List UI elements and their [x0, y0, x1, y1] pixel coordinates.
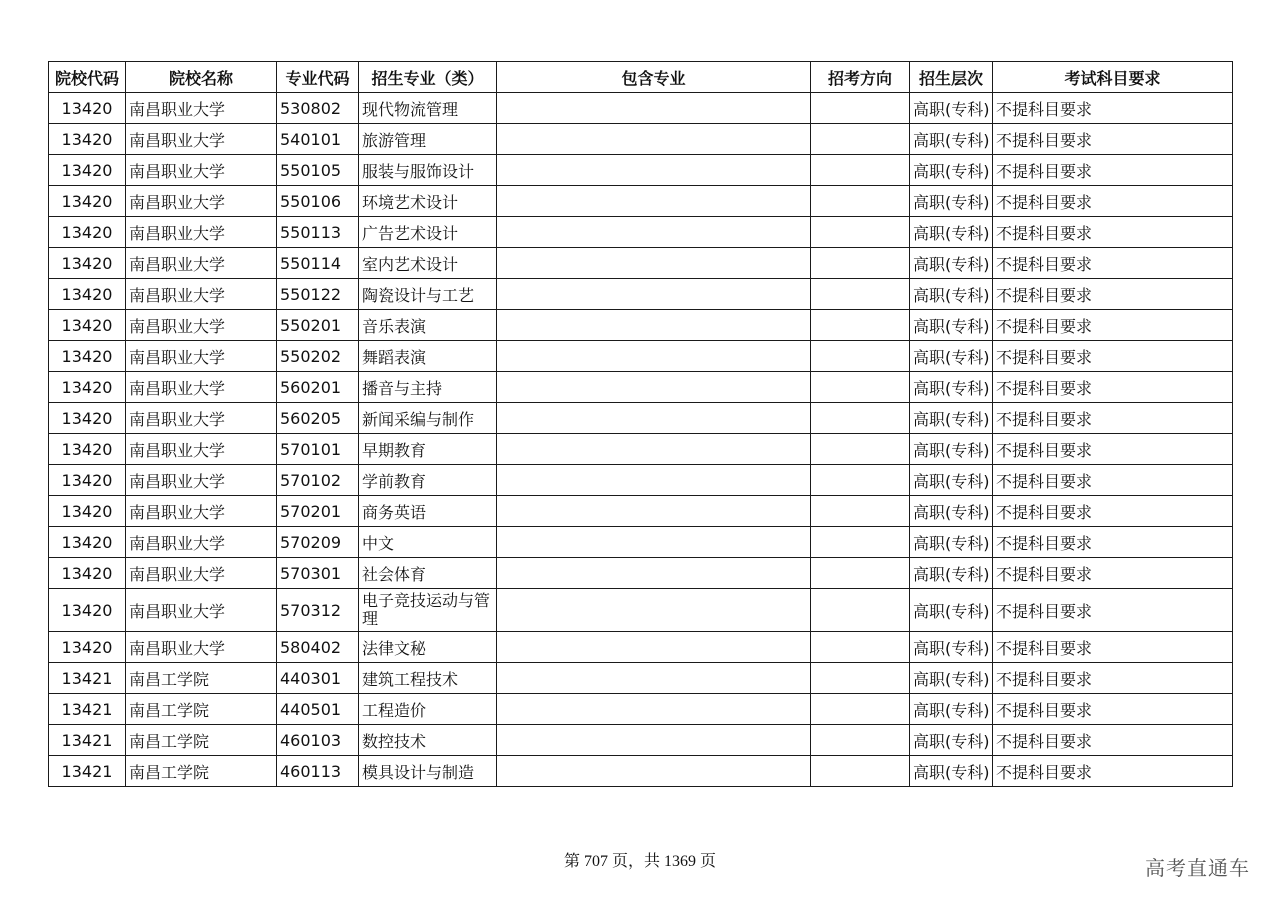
school-name-cell: 南昌职业大学 — [126, 310, 277, 341]
level-cell: 高职(专科) — [910, 632, 993, 663]
school-code-cell: 13420 — [49, 372, 126, 403]
included-majors-cell — [497, 632, 811, 663]
header-school-code: 院校代码 — [49, 62, 126, 93]
major-name-cell: 环境艺术设计 — [359, 186, 497, 217]
level-cell: 高职(专科) — [910, 93, 993, 124]
school-code-cell: 13420 — [49, 589, 126, 632]
table-row — [49, 155, 1233, 186]
included-majors-cell — [497, 496, 811, 527]
table-body — [49, 93, 1233, 787]
table-row — [49, 279, 1233, 310]
major-code-cell: 570312 — [277, 589, 359, 632]
page-number-footer: 第 707 页，共 1369 页 — [563, 853, 716, 870]
direction-cell — [811, 465, 910, 496]
school-name-cell: 南昌职业大学 — [126, 217, 277, 248]
major-code-cell: 550201 — [277, 310, 359, 341]
major-code-cell: 570101 — [277, 434, 359, 465]
subject-requirement-cell: 不提科目要求 — [993, 248, 1233, 279]
included-majors-cell — [497, 186, 811, 217]
table-row — [49, 248, 1233, 279]
school-name-cell: 南昌职业大学 — [126, 632, 277, 663]
school-name-cell: 南昌职业大学 — [126, 434, 277, 465]
direction-cell — [811, 155, 910, 186]
direction-cell — [811, 663, 910, 694]
major-code-cell: 460113 — [277, 756, 359, 787]
major-code-cell: 440501 — [277, 694, 359, 725]
level-cell: 高职(专科) — [910, 434, 993, 465]
school-name-cell: 南昌职业大学 — [126, 248, 277, 279]
major-name-cell: 建筑工程技术 — [359, 663, 497, 694]
included-majors-cell — [497, 279, 811, 310]
major-name-cell: 广告艺术设计 — [359, 217, 497, 248]
included-majors-cell — [497, 217, 811, 248]
subject-requirement-cell: 不提科目要求 — [993, 186, 1233, 217]
table-header-row — [49, 62, 1233, 93]
school-name-cell: 南昌职业大学 — [126, 527, 277, 558]
school-name-cell: 南昌职业大学 — [126, 341, 277, 372]
major-name-cell: 陶瓷设计与工艺 — [359, 279, 497, 310]
included-majors-cell — [497, 155, 811, 186]
subject-requirement-cell: 不提科目要求 — [993, 310, 1233, 341]
major-name-cell: 电子竞技运动与管理 — [359, 589, 497, 632]
table-row — [49, 589, 1233, 632]
header-included-majors: 包含专业 — [497, 62, 811, 93]
major-code-cell: 550113 — [277, 217, 359, 248]
level-cell: 高职(专科) — [910, 310, 993, 341]
school-code-cell: 13420 — [49, 310, 126, 341]
major-name-cell: 播音与主持 — [359, 372, 497, 403]
major-code-cell: 570301 — [277, 558, 359, 589]
table-row — [49, 632, 1233, 663]
school-code-cell: 13420 — [49, 465, 126, 496]
major-name-cell: 新闻采编与制作 — [359, 403, 497, 434]
subject-requirement-cell: 不提科目要求 — [993, 341, 1233, 372]
subject-requirement-cell: 不提科目要求 — [993, 372, 1233, 403]
major-name-cell: 数控技术 — [359, 725, 497, 756]
level-cell: 高职(专科) — [910, 403, 993, 434]
included-majors-cell — [497, 93, 811, 124]
school-code-cell: 13420 — [49, 93, 126, 124]
major-name-cell: 现代物流管理 — [359, 93, 497, 124]
school-code-cell: 13420 — [49, 341, 126, 372]
major-code-cell: 560205 — [277, 403, 359, 434]
direction-cell — [811, 725, 910, 756]
school-name-cell: 南昌职业大学 — [126, 279, 277, 310]
header-direction: 招考方向 — [811, 62, 910, 93]
direction-cell — [811, 694, 910, 725]
table-row — [49, 694, 1233, 725]
level-cell: 高职(专科) — [910, 527, 993, 558]
subject-requirement-cell: 不提科目要求 — [993, 124, 1233, 155]
header-major-name: 招生专业（类） — [359, 62, 497, 93]
level-cell: 高职(专科) — [910, 589, 993, 632]
school-code-cell: 13420 — [49, 434, 126, 465]
major-name-cell: 音乐表演 — [359, 310, 497, 341]
subject-requirement-cell: 不提科目要求 — [993, 558, 1233, 589]
included-majors-cell — [497, 465, 811, 496]
table-row — [49, 558, 1233, 589]
school-name-cell: 南昌职业大学 — [126, 124, 277, 155]
table-row — [49, 124, 1233, 155]
school-code-cell: 13421 — [49, 694, 126, 725]
school-name-cell: 南昌职业大学 — [126, 186, 277, 217]
subject-requirement-cell: 不提科目要求 — [993, 217, 1233, 248]
major-code-cell: 560201 — [277, 372, 359, 403]
school-code-cell: 13420 — [49, 155, 126, 186]
direction-cell — [811, 632, 910, 663]
school-name-cell: 南昌职业大学 — [126, 372, 277, 403]
school-name-cell: 南昌职业大学 — [126, 496, 277, 527]
table-row — [49, 527, 1233, 558]
direction-cell — [811, 403, 910, 434]
major-name-cell: 学前教育 — [359, 465, 497, 496]
level-cell: 高职(专科) — [910, 694, 993, 725]
included-majors-cell — [497, 663, 811, 694]
table-row — [49, 93, 1233, 124]
included-majors-cell — [497, 434, 811, 465]
school-name-cell: 南昌职业大学 — [126, 589, 277, 632]
level-cell: 高职(专科) — [910, 663, 993, 694]
school-code-cell: 13420 — [49, 403, 126, 434]
subject-requirement-cell: 不提科目要求 — [993, 155, 1233, 186]
direction-cell — [811, 279, 910, 310]
major-name-cell: 社会体育 — [359, 558, 497, 589]
school-code-cell: 13420 — [49, 632, 126, 663]
header-major-code: 专业代码 — [277, 62, 359, 93]
direction-cell — [811, 93, 910, 124]
subject-requirement-cell: 不提科目要求 — [993, 694, 1233, 725]
school-name-cell: 南昌工学院 — [126, 756, 277, 787]
major-name-cell: 商务英语 — [359, 496, 497, 527]
school-code-cell: 13420 — [49, 186, 126, 217]
subject-requirement-cell: 不提科目要求 — [993, 93, 1233, 124]
direction-cell — [811, 527, 910, 558]
major-code-cell: 550105 — [277, 155, 359, 186]
level-cell: 高职(专科) — [910, 279, 993, 310]
school-name-cell: 南昌职业大学 — [126, 155, 277, 186]
school-name-cell: 南昌职业大学 — [126, 465, 277, 496]
subject-requirement-cell: 不提科目要求 — [993, 589, 1233, 632]
level-cell: 高职(专科) — [910, 341, 993, 372]
table-row — [49, 341, 1233, 372]
level-cell: 高职(专科) — [910, 725, 993, 756]
subject-requirement-cell: 不提科目要求 — [993, 632, 1233, 663]
table-row — [49, 756, 1233, 787]
table-row — [49, 663, 1233, 694]
direction-cell — [811, 558, 910, 589]
major-name-cell: 室内艺术设计 — [359, 248, 497, 279]
school-code-cell: 13420 — [49, 558, 126, 589]
school-name-cell: 南昌职业大学 — [126, 558, 277, 589]
included-majors-cell — [497, 756, 811, 787]
table-row — [49, 372, 1233, 403]
school-code-cell: 13420 — [49, 279, 126, 310]
school-code-cell: 13420 — [49, 217, 126, 248]
included-majors-cell — [497, 124, 811, 155]
direction-cell — [811, 341, 910, 372]
subject-requirement-cell: 不提科目要求 — [993, 527, 1233, 558]
included-majors-cell — [497, 694, 811, 725]
school-code-cell: 13421 — [49, 756, 126, 787]
header-level: 招生层次 — [910, 62, 993, 93]
school-name-cell: 南昌职业大学 — [126, 403, 277, 434]
major-code-cell: 550122 — [277, 279, 359, 310]
level-cell: 高职(专科) — [910, 372, 993, 403]
school-name-cell: 南昌工学院 — [126, 725, 277, 756]
subject-requirement-cell: 不提科目要求 — [993, 279, 1233, 310]
major-name-cell: 模具设计与制造 — [359, 756, 497, 787]
major-name-cell: 服装与服饰设计 — [359, 155, 497, 186]
major-code-cell: 570209 — [277, 527, 359, 558]
major-name-cell: 工程造价 — [359, 694, 497, 725]
direction-cell — [811, 248, 910, 279]
major-code-cell: 440301 — [277, 663, 359, 694]
subject-requirement-cell: 不提科目要求 — [993, 496, 1233, 527]
level-cell: 高职(专科) — [910, 217, 993, 248]
level-cell: 高职(专科) — [910, 558, 993, 589]
direction-cell — [811, 589, 910, 632]
subject-requirement-cell: 不提科目要求 — [993, 725, 1233, 756]
included-majors-cell — [497, 527, 811, 558]
subject-requirement-cell: 不提科目要求 — [993, 434, 1233, 465]
direction-cell — [811, 217, 910, 248]
major-name-cell: 早期教育 — [359, 434, 497, 465]
level-cell: 高职(专科) — [910, 186, 993, 217]
level-cell: 高职(专科) — [910, 248, 993, 279]
table-row — [49, 434, 1233, 465]
level-cell: 高职(专科) — [910, 155, 993, 186]
level-cell: 高职(专科) — [910, 496, 993, 527]
major-name-cell: 中文 — [359, 527, 497, 558]
included-majors-cell — [497, 310, 811, 341]
included-majors-cell — [497, 372, 811, 403]
major-code-cell: 530802 — [277, 93, 359, 124]
school-code-cell: 13420 — [49, 527, 126, 558]
major-name-cell: 旅游管理 — [359, 124, 497, 155]
included-majors-cell — [497, 589, 811, 632]
school-code-cell: 13421 — [49, 663, 126, 694]
table-row — [49, 725, 1233, 756]
header-subject-requirement: 考试科目要求 — [993, 62, 1233, 93]
subject-requirement-cell: 不提科目要求 — [993, 663, 1233, 694]
included-majors-cell — [497, 341, 811, 372]
header-school-name: 院校名称 — [126, 62, 277, 93]
direction-cell — [811, 124, 910, 155]
major-code-cell: 570201 — [277, 496, 359, 527]
level-cell: 高职(专科) — [910, 465, 993, 496]
major-code-cell: 570102 — [277, 465, 359, 496]
admissions-table — [48, 61, 1233, 787]
school-code-cell: 13420 — [49, 248, 126, 279]
table-row — [49, 217, 1233, 248]
major-code-cell: 540101 — [277, 124, 359, 155]
included-majors-cell — [497, 403, 811, 434]
school-name-cell: 南昌工学院 — [126, 663, 277, 694]
school-name-cell: 南昌职业大学 — [126, 93, 277, 124]
major-name-cell: 舞蹈表演 — [359, 341, 497, 372]
subject-requirement-cell: 不提科目要求 — [993, 465, 1233, 496]
direction-cell — [811, 756, 910, 787]
major-code-cell: 550202 — [277, 341, 359, 372]
direction-cell — [811, 496, 910, 527]
major-code-cell: 460103 — [277, 725, 359, 756]
level-cell: 高职(专科) — [910, 756, 993, 787]
major-code-cell: 550106 — [277, 186, 359, 217]
watermark-logo-text: 高考直通车 — [1145, 856, 1250, 880]
school-code-cell: 13421 — [49, 725, 126, 756]
table-row — [49, 496, 1233, 527]
table-row — [49, 465, 1233, 496]
subject-requirement-cell: 不提科目要求 — [993, 403, 1233, 434]
direction-cell — [811, 372, 910, 403]
direction-cell — [811, 186, 910, 217]
included-majors-cell — [497, 248, 811, 279]
included-majors-cell — [497, 558, 811, 589]
table-row — [49, 403, 1233, 434]
direction-cell — [811, 434, 910, 465]
school-code-cell: 13420 — [49, 496, 126, 527]
included-majors-cell — [497, 725, 811, 756]
table-row — [49, 310, 1233, 341]
table-row — [49, 186, 1233, 217]
major-code-cell: 550114 — [277, 248, 359, 279]
subject-requirement-cell: 不提科目要求 — [993, 756, 1233, 787]
school-name-cell: 南昌工学院 — [126, 694, 277, 725]
level-cell: 高职(专科) — [910, 124, 993, 155]
major-name-cell: 法律文秘 — [359, 632, 497, 663]
direction-cell — [811, 310, 910, 341]
school-code-cell: 13420 — [49, 124, 126, 155]
major-code-cell: 580402 — [277, 632, 359, 663]
